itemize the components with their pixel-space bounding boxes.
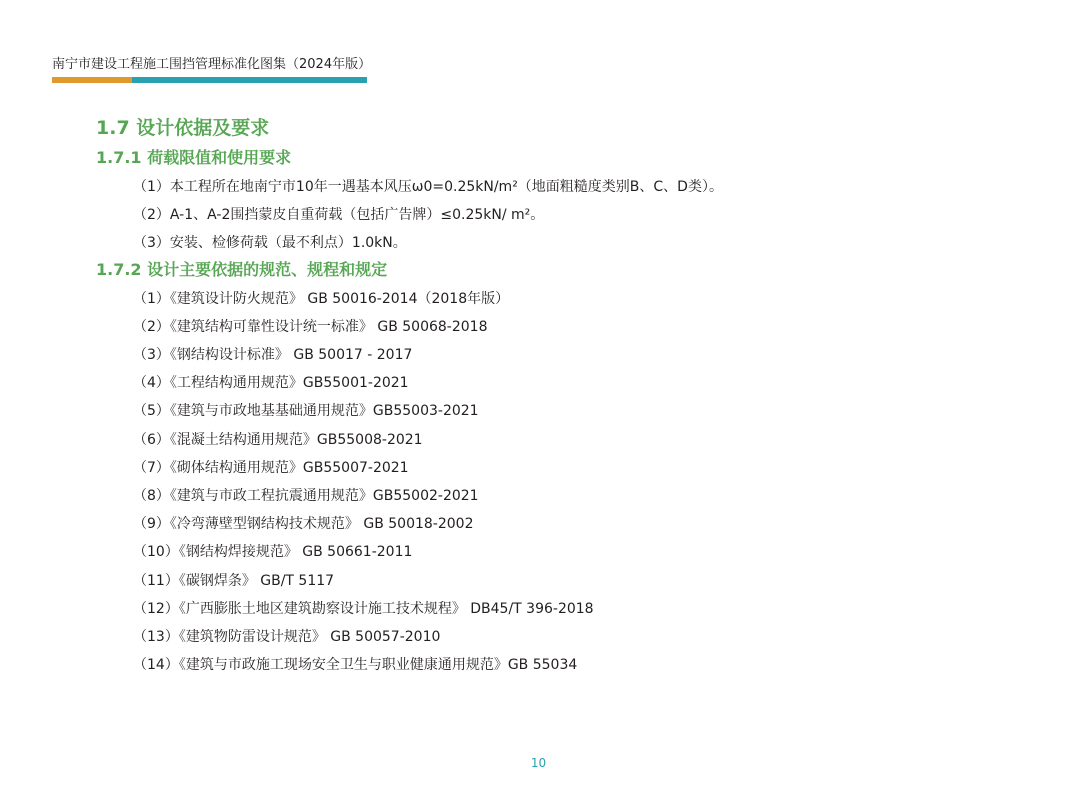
list-item: （10）《钢结构焊接规范》 GB 50661-2011 (133, 544, 413, 561)
subsection-title-design-codes: 1.7.2 设计主要依据的规范、规程和规定 (96, 259, 388, 279)
header-accent-bar (52, 77, 367, 83)
document-header-title: 南宁市建设工程施工围挡管理标准化图集（2024年版） (52, 57, 372, 72)
list-item: （1）本工程所在地南宁市10年一遇基本风压ω0=0.25kN/m²（地面粗糙度类别B、C、D类）。 (133, 179, 723, 195)
list-item: （13）《建筑物防雷设计规范》 GB 50057-2010 (133, 629, 441, 646)
list-item: （11）《碳钢焊条》 GB/T 5117 (133, 572, 335, 589)
list-item: （12）《广西膨胀土地区建筑勘察设计施工技术规程》 DB45/T 396-2018 (133, 600, 594, 617)
list-item: （8）《建筑与市政工程抗震通用规范》GB55002-2021 (133, 488, 479, 505)
list-item: （6）《混凝土结构通用规范》GB55008-2021 (133, 431, 423, 448)
subsection-title-load-limits: 1.7.1 荷载限值和使用要求 (96, 148, 292, 167)
list-item: （14）《建筑与市政施工现场安全卫生与职业健康通用规范》GB 55034 (133, 657, 578, 674)
main-content (96, 115, 1036, 679)
list-item: （3）《钢结构设计标准》 GB 50017 - 2017 (133, 347, 413, 364)
design-codes-list (96, 285, 1036, 680)
list-item: （1）《建筑设计防火规范》 GB 50016-2014（2018年版） (133, 290, 510, 307)
list-item: （5）《建筑与市政地基基础通用规范》GB55003-2021 (133, 403, 479, 420)
header-accent-orange-segment (52, 77, 132, 83)
section-title: 1.7 设计依据及要求 (96, 117, 270, 139)
list-item: （2）A-1、A-2围挡蒙皮自重荷载（包括广告牌）≤0.25kN/ m²。 (133, 207, 545, 224)
load-requirements-list (96, 173, 1036, 258)
list-item: （9）《冷弯薄壁型钢结构技术规范》 GB 50018-2002 (133, 516, 474, 533)
list-item: （4）《工程结构通用规范》GB55001-2021 (133, 375, 409, 392)
list-item: （7）《砌体结构通用规范》GB55007-2021 (133, 459, 409, 476)
header-accent-teal-segment (132, 77, 367, 83)
list-item: （2）《建筑结构可靠性设计统一标准》 GB 50068-2018 (133, 318, 488, 335)
page-number: 10 (530, 756, 547, 770)
list-item: （3）安装、检修荷载（最不利点）1.0kN。 (133, 235, 407, 252)
